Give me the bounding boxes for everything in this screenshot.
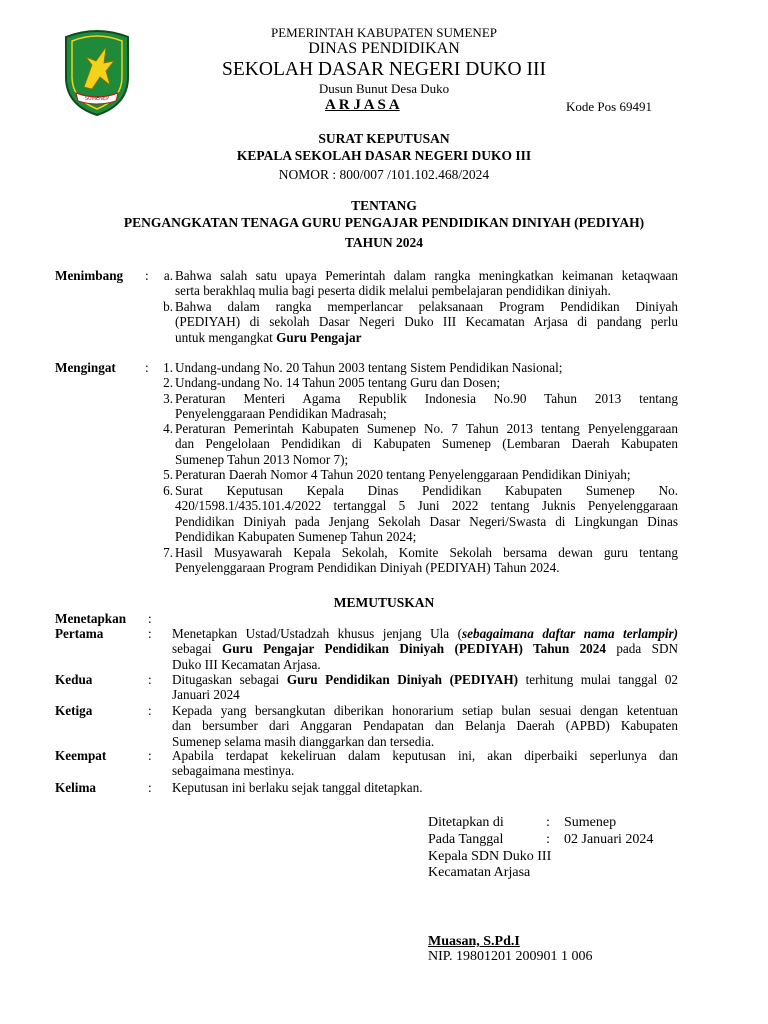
school-address: Dusun Bunut Desa Duko [318,81,450,96]
signature-date-colon: : [546,832,550,847]
decree-number: NOMOR : 800/007 /101.102.468/2024 [278,167,490,182]
keempat-text: Apabila terdapat kekeliruan dalam keputusan ini, akan diperbaiki seperlunya dan sebagaimana mestinya. [172,748,678,779]
menimbang-item-a: Bahwa salah satu upaya Pemerintah dalam rangka meningkatkan keimanan ketaqwaan serta berakhlaq mulia bagi peserta didik melalui pembelajaran pendidikan diniyah. [175,268,678,299]
signatory-name: Muasan, S.Pd.I [428,934,520,949]
mengingat-label: Mengingat [55,360,116,375]
signature-date-label: Pada Tanggal [428,832,504,847]
ketiga-colon: : [148,703,152,718]
signature-date: 02 Januari 2024 [564,832,654,847]
gov-heading: PEMERINTAH KABUPATEN SUMENEP [270,25,497,40]
dept-heading: DINAS PENDIDIKAN [308,40,460,57]
decree-issuer: KEPALA SEKOLAH DASAR NEGERI DUKO III [236,148,532,163]
memutuskan-heading: MEMUTUSKAN [333,595,435,610]
mengingat-item-5: Peraturan Daerah Nomor 4 Tahun 2020 tentang Penyelenggaraan Pendidikan Diniyah; [175,467,631,482]
mengingat-item-2: Undang-undang No. 14 Tahun 2005 tentang Guru dan Dosen; [175,375,501,390]
decree-subject-year: TAHUN 2024 [344,235,424,250]
tentang-heading: TENTANG [351,198,417,213]
mengingat-item-7: Hasil Musyawarah Kepala Sekolah, Komite Sekolah bersama dewan guru tentang Penyelenggaraan Program Pendidikan Diniyah (PEDIYAH) Tahun 2024. [175,545,678,576]
menetapkan-colon: : [148,611,152,626]
school-name: SEKOLAH DASAR NEGERI DUKO III [222,59,546,80]
kedua-text: Ditugaskan sebagai Guru Pendidikan Diniyah (PEDIYAH) terhitung mulai tanggal 02 Januari 2024 [172,672,678,703]
signature-place-label: Ditetapkan di [428,815,504,830]
kelima-label: Kelima [55,780,97,795]
menimbang-marker-b: b. [163,299,173,314]
mengingat-colon: : [145,360,149,375]
decree-title: SURAT KEPUTUSAN [318,131,450,146]
keempat-label: Keempat [55,748,107,763]
pertama-colon: : [148,626,152,641]
mengingat-marker-5: 5. [163,467,173,482]
ketiga-label: Ketiga [55,703,93,718]
mengingat-marker-6: 6. [163,483,173,498]
menetapkan-label: Menetapkan [55,611,127,626]
mengingat-marker-1: 1. [163,360,173,375]
keempat-colon: : [148,748,152,763]
signature-place-colon: : [546,815,550,830]
pertama-text: Menetapkan Ustad/Ustadzah khusus jenjang Ula (sebagaimana daftar nama terlampir) sebagai Guru Pengajar Pendidikan Diniyah (PEDIYAH) Tahun 2024 pada SDN Duko III Kecamatan Arjasa. [172,626,678,672]
menimbang-marker-a: a. [163,268,173,283]
ketiga-text: Kepada yang bersangkutan diberikan honorarium setiap bulan sesuai dengan ketentuan dan bersumber dari Anggaran Pendapatan dan Belanja Daerah (APBD) Kabupaten Sumenep selama masih dianggarkan dan tersedia. [172,703,678,749]
signatory-nip: NIP. 19801201 200901 1 006 [428,949,593,964]
mengingat-marker-7: 7. [163,545,173,560]
mengingat-item-4: Peraturan Pemerintah Kabupaten Sumenep No. 7 Tahun 2013 tentang Penyelenggaraan dan Pengelolaan Pendidikan di Kabupaten Sumenep (Lembaran Daerah Kabupaten Sumenep Tahun 2013 Nomor 7); [175,421,678,467]
menimbang-label: Menimbang [55,268,124,283]
kedua-colon: : [148,672,152,687]
menimbang-item-b: Bahwa dalam rangka memperlancar pelaksanaan Program Pendidikan Diniyah (PEDIYAH) di sekolah Dasar Negeri Duko III Kecamatan Arjasa di pandang perlu untuk mengangkat Guru Pengajar [175,299,678,345]
signature-place: Sumenep [564,815,617,830]
district-name: A R J A S A [325,97,400,113]
mengingat-marker-3: 3. [163,391,173,406]
mengingat-item-3: Peraturan Menteri Agama Republik Indonesia No.90 Tahun 2013 tentang Penyelenggaraan Pendidikan Madrasah; [175,391,678,422]
signatory-district: Kecamatan Arjasa [428,865,531,880]
signatory-position: Kepala SDN Duko III [428,849,552,864]
pertama-label: Pertama [55,626,104,641]
svg-text:SUMENEP: SUMENEP [84,96,110,102]
mengingat-item-6: Surat Keputusan Kepala Dinas Pendidikan Kabupaten Sumenep No. 420/1598.1/435.101.4/2022 tertanggal 5 Juni 2022 tentang Juknis Penyelenggaraan Pendidikan Diniyah pada Jenjang Sekolah Dasar Negeri/Swasta di Lingkungan Dinas Pendidikan Kabupaten Sumenep Tahun 2024; [175,483,678,544]
decree-subject: PENGANGKATAN TENAGA GURU PENGAJAR PENDIDIKAN DINIYAH (PEDIYAH) [123,215,645,230]
menimbang-colon: : [145,268,149,283]
kedua-label: Kedua [55,672,93,687]
postal-code: Kode Pos 69491 [566,99,652,114]
mengingat-item-1: Undang-undang No. 20 Tahun 2003 tentang Sistem Pendidikan Nasional; [175,360,563,375]
kelima-colon: : [148,780,152,795]
mengingat-marker-4: 4. [163,421,173,436]
mengingat-marker-2: 2. [163,375,173,390]
kelima-text: Keputusan ini berlaku sejak tanggal ditetapkan. [172,780,423,795]
